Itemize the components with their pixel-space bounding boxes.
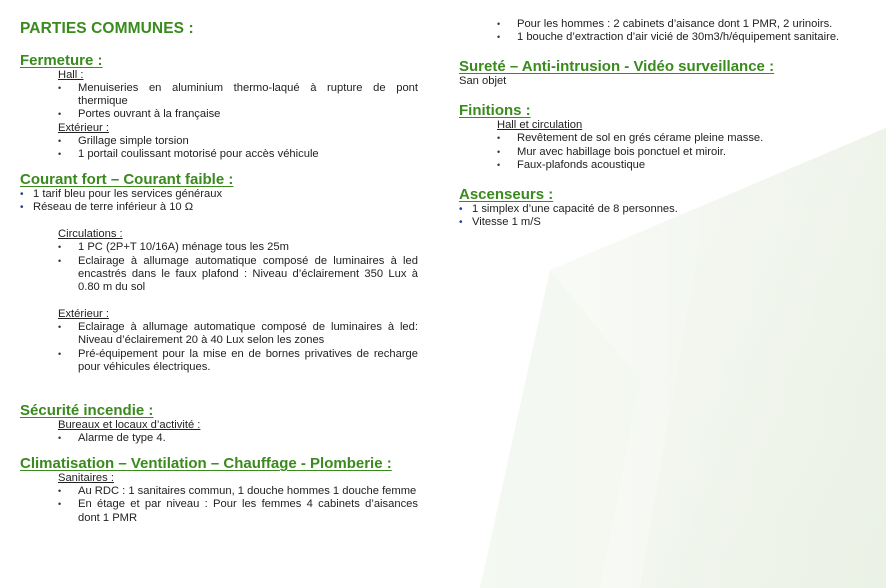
hall-circulation-label: Hall et circulation — [497, 119, 583, 132]
exterieur-label: Extérieur : — [58, 121, 109, 134]
hall-label: Hall : — [58, 69, 84, 81]
hall-list — [20, 82, 420, 122]
list-item: • 1 tarif bleu pour les services généraux — [20, 188, 420, 201]
section-fermeture — [20, 52, 420, 161]
list-item: • 1 portail coulissant motorisé pour accès véhicule — [20, 148, 420, 161]
exterieur-label: Extérieur : — [58, 308, 109, 321]
section-climatisation — [20, 455, 420, 525]
list-item: • Vitesse 1 m/S — [459, 216, 859, 229]
finitions-list — [459, 132, 859, 172]
section-finitions — [459, 102, 859, 172]
list-item: • Réseau de terre inférieur à 10 Ω — [20, 201, 420, 214]
securite-list — [20, 432, 420, 445]
circulations-label: Circulations : — [58, 228, 123, 241]
ascenseurs-heading: Ascenseurs : — [459, 186, 554, 204]
list-item: • Menuiseries en aluminium thermo-laqué à rupture de pont thermique — [20, 82, 420, 108]
section-ascenseurs — [459, 186, 859, 229]
finitions-heading: Finitions : — [459, 102, 531, 120]
list-item: • 1 simplex d’une capacité de 8 personnes. — [459, 203, 859, 216]
section-surete — [459, 58, 859, 88]
sanitaires-list — [20, 485, 420, 525]
circulations-list — [20, 241, 420, 294]
climatisation-heading: Climatisation – Ventilation – Chauffage - Plomberie : — [20, 455, 392, 473]
bureaux-label: Bureaux et locaux d’activité : — [58, 419, 201, 432]
page-title: PARTIES COMMUNES : — [20, 20, 194, 37]
securite-heading: Sécurité incendie : — [20, 402, 154, 420]
list-item: • 1 bouche d’extraction d’air vicié de 30m3/h/équipement sanitaire. — [459, 31, 859, 44]
fermeture-heading: Fermeture : — [20, 52, 103, 69]
list-item: • Pour les hommes : 2 cabinets d’aisance dont 1 PMR, 2 urinoirs. — [459, 18, 859, 31]
sanitaires-continuation-list — [459, 18, 859, 44]
list-item: • Pré-équipement pour la mise en de bornes privatives de recharge pour véhicules électriques. — [20, 348, 420, 374]
list-item: • Mur avec habillage bois ponctuel et miroir. — [459, 146, 859, 159]
list-item: • Grillage simple torsion — [20, 135, 420, 148]
list-item: • Faux-plafonds acoustique — [459, 159, 859, 172]
surete-heading: Sureté – Anti-intrusion - Vidéo surveillance : — [459, 58, 775, 76]
courant-list — [20, 188, 420, 214]
list-item: • Revêtement de sol en grés cérame pleine masse. — [459, 132, 859, 145]
left-column — [20, 20, 420, 525]
section-courant — [20, 171, 420, 374]
list-item: • Au RDC : 1 sanitaires commun, 1 douche hommes 1 douche femme — [20, 485, 420, 498]
exterieur-list — [20, 135, 420, 161]
ascenseurs-list — [459, 203, 859, 229]
list-item: • Portes ouvrant à la française — [20, 108, 420, 121]
list-item: • Eclairage à allumage automatique composé de luminaires à led encastrés dans le faux plafond : Niveau d’éclairement 350 Lux à 0.80 m du sol — [20, 255, 420, 295]
right-column — [459, 18, 859, 229]
courant-heading: Courant fort – Courant faible : — [20, 171, 234, 189]
sanitaires-label: Sanitaires : — [58, 472, 114, 485]
section-securite — [20, 402, 420, 445]
list-item: • Alarme de type 4. — [20, 432, 420, 445]
courant-exterieur-list — [20, 321, 420, 374]
surete-text: San objet — [459, 75, 507, 88]
list-item: • Eclairage à allumage automatique composé de luminaires à led: Niveau d’éclairement 20 à 40 Lux selon les zones — [20, 321, 420, 347]
list-item: • En étage et par niveau : Pour les femmes 4 cabinets d’aisances dont 1 PMR — [20, 498, 420, 524]
list-item: • 1 PC (2P+T 10/16A) ménage tous les 25m — [20, 241, 420, 254]
